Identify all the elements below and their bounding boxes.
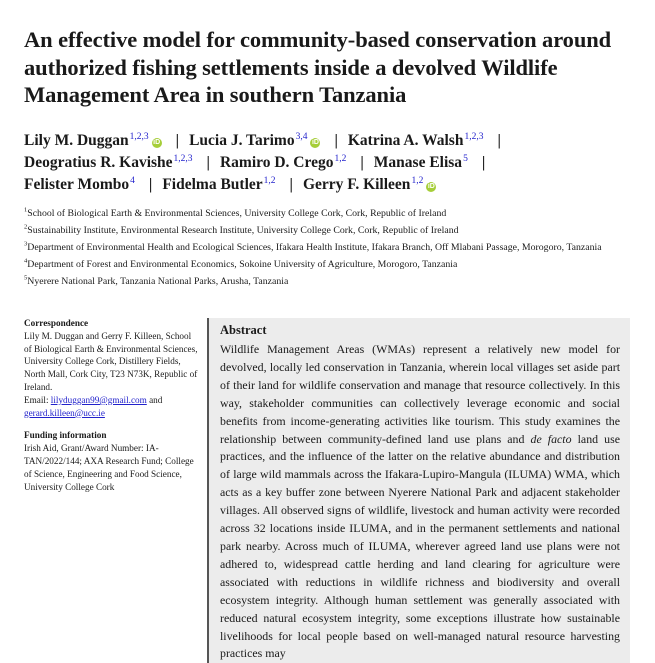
author-separator: |	[148, 176, 153, 193]
affiliation-number: 1	[24, 206, 28, 214]
affiliation	[24, 206, 644, 223]
author-name: Ramiro D. Crego	[219, 154, 334, 171]
orcid-icon[interactable]: iD	[427, 183, 435, 190]
author-separator: |	[360, 154, 364, 171]
author-affiliation-ref[interactable]: 5	[463, 153, 468, 164]
affiliation-text: Department of Forest and Environmental Economics, Sokoine University of Agriculture, Morogoro, Tanzania	[27, 258, 458, 270]
author-name: Manase Elisa	[373, 154, 463, 171]
affiliation	[24, 223, 644, 240]
abstract-text-part-2: land use practices, and the influence of the latter on the relative abundance and distribution of large wild mammals across the Ifakara-Lupiro-Mangula (ILUMA) WMA, which acts as a key buffer zone between Nyerere National Park and adjacent stakeholder villages. All observed signs of wildlife, livestock and human activity were recorded across 32 locations inside ILUMA, and in the permanent settlements and national park nearby. Across much of ILUMA, wherever agreed land use plans were not adhered to, widespread cattle herding and land clearing for agriculture were associated with reductions in wildlife richness and biodiversity and overall ecosystem integrity. Although human settlement was generally associated with reduced natural ecosystem integrity, some exceptions illustrate how sustainable livelihoods for local people based on well-managed natural resource harvesting practices may	[220, 431, 620, 661]
author-affiliation-ref[interactable]: 1,2,3	[129, 131, 149, 142]
affiliation-text: Sustainability Institute, Environmental Research Institute, University College Cork, Cork, Republic of Ireland	[27, 224, 459, 236]
email-label: Email:	[24, 394, 49, 405]
affiliation-number: 2	[24, 223, 28, 231]
author	[189, 132, 320, 149]
author-affiliation-ref[interactable]: 4	[130, 175, 135, 186]
author	[303, 176, 436, 193]
affiliation-number: 3	[24, 240, 28, 248]
correspondence-address: Lily M. Duggan and Gerry F. Killeen, School of Biological Earth & Environmental Sciences, University College Cork, Distillery Fields, North Mall, Cork City, T23 N73K, Republic of Ireland.	[24, 330, 198, 392]
affiliation	[24, 274, 644, 291]
orcid-icon[interactable]: iD	[311, 139, 319, 146]
author-separator: |	[289, 176, 293, 193]
author-separator: |	[206, 154, 210, 171]
author-affiliation-ref[interactable]: 1,2	[263, 175, 276, 186]
affiliation-list	[24, 206, 644, 291]
author-name: Lucia J. Tarimo	[189, 132, 295, 149]
author-name: Gerry F. Killeen	[302, 176, 411, 193]
author-name: Lily M. Duggan	[24, 132, 129, 149]
sidebar	[24, 317, 199, 493]
author	[24, 154, 193, 171]
funding-heading: Funding information	[24, 430, 107, 441]
author-separator: |	[175, 132, 180, 149]
author-separator: |	[481, 154, 486, 171]
email-joiner: and	[149, 394, 163, 405]
affiliation-text: Nyerere National Park, Tanzania National Parks, Arusha, Tanzania	[27, 275, 289, 287]
author-name: Fidelma Butler	[162, 176, 263, 193]
affiliation-number: 5	[24, 274, 28, 282]
abstract-text-part-1: Wildlife Management Areas (WMAs) represent a relatively new model for devolved, locally led conservation in Tanzania, wherein local villages set aside part of their land for wildlife conservation and manage that resource collectively. In this way, stakeholder communities can collectively leverage economic and social benefits from income-generating activities like tourism. This study examines the relationship between community-defined land use plans and	[220, 342, 620, 446]
author-affiliation-ref[interactable]: 1,2,3	[464, 131, 484, 142]
abstract-italic-term: de facto	[530, 431, 572, 446]
author	[348, 132, 484, 149]
affiliation-number: 4	[24, 257, 28, 265]
author-affiliation-ref[interactable]: 1,2	[334, 153, 347, 164]
funding-text: Irish Aid, Grant/Award Number: IA-TAN/2022/144; AXA Research Fund; College of Science, Engineering and Food Science, University College Cork	[24, 443, 194, 492]
affiliation-text: Department of Environmental Health and Ecological Sciences, Ifakara Health Institute, Ifakara Branch, Off Mlabani Passage, Morogoro, Tanzania	[27, 241, 602, 253]
affiliation	[24, 257, 644, 274]
email-link-1[interactable]: lilyduggan99@gmail.com	[50, 394, 147, 405]
author-separator: |	[497, 132, 501, 149]
abstract-text	[220, 341, 620, 663]
author-affiliation-ref[interactable]: 3,4	[295, 131, 308, 142]
email-link-2[interactable]: gerard.killeen@ucc.ie	[24, 407, 105, 418]
author	[220, 154, 346, 171]
author	[24, 176, 135, 193]
paper-title: An effective model for community-based conservation around authorized fishing settlements inside a devolved Wildlife Management Area in southern Tanzania	[24, 27, 612, 107]
author-name: Katrina A. Walsh	[347, 132, 464, 149]
author-name: Deogratius R. Kavishe	[24, 154, 173, 171]
author-list	[24, 130, 644, 196]
author-affiliation-ref[interactable]: 1,2	[411, 175, 424, 186]
author	[162, 176, 275, 193]
abstract-heading: Abstract	[220, 323, 267, 337]
author-separator: |	[334, 132, 338, 149]
orcid-icon[interactable]: iD	[153, 139, 161, 146]
affiliation	[24, 240, 644, 257]
author	[24, 132, 162, 149]
correspondence-heading: Correspondence	[24, 318, 89, 328]
author	[374, 154, 468, 171]
author-name: Felister Mombo	[24, 176, 130, 193]
author-affiliation-ref[interactable]: 1,2,3	[173, 153, 193, 164]
affiliation-text: School of Biological Earth & Environmental Sciences, University College Cork, Cork, Republic of Ireland	[27, 208, 447, 219]
correspondence-text	[24, 330, 199, 420]
